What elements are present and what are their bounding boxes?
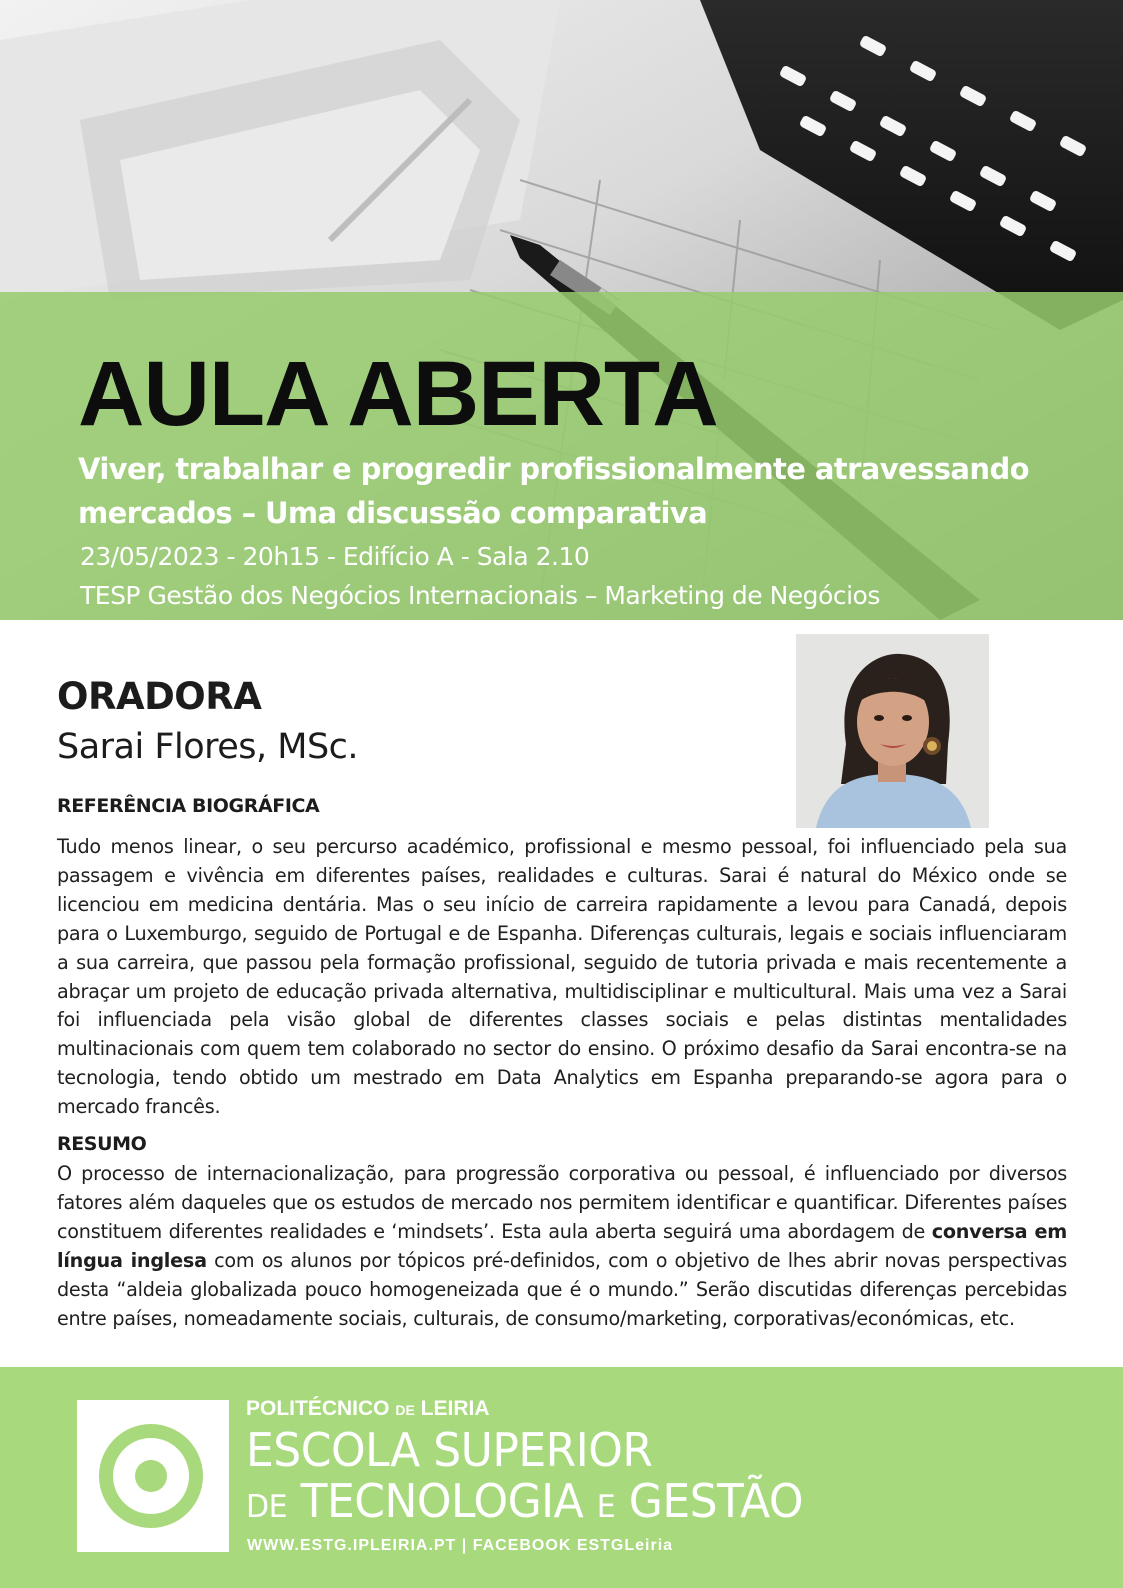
institution-de: DE	[395, 1402, 415, 1418]
bio-text: Tudo menos linear, o seu percurso académico, profissional e mesmo pessoal, foi influenciado pela sua passagem e vivência em diferentes países, realidades e culturas. Sarai é natural do México onde se licenciou em medicina dentária. Mas o seu início de carreira rapidamente a levou para Canadá, depois para o Luxemburgo, seguido de Portugal e de Espanha. Diferenças culturais, legais e sociais influenciaram a sua carreira, que passou pela formação profissional, seguido de tutoria privada e mais recentemente a abraçar um projeto de educação privada alternativa, multidisciplinar e multicultural. Mais uma vez a Sarai foi influenciada pela visão global de diferentes classes sociais e pelas distintas mentalidades multinacionais com quem tem colaborado no sector do ensino. O próximo desafio da Sarai encontra-se na tecnologia, tendo obtido um mestrado em Data Analytics em Espanha preparando-se agora para o mercado francês.	[57, 835, 1067, 1119]
school-name-line2	[246, 1474, 803, 1529]
estg-logo-icon	[77, 1400, 229, 1552]
institution-city: LEIRIA	[420, 1397, 490, 1420]
summary-text-part: com os alunos por tópicos pré-definidos, com o objetivo de lhes abrir novas perspectivas desta “aldeia globalizada pouco homogeneizada que é o mundo.” Serão discutidas diferenças percebidas entre países, nomeadamente sociais, culturais, de consumo/marketing, corporativas/económicas, etc.	[57, 1248, 1067, 1330]
subtitle-line: mercados – Uma discussão comparativa	[78, 496, 708, 530]
school-name-line1: ESCOLA SUPERIOR	[246, 1423, 653, 1478]
school-gestao: GESTÃO	[628, 1474, 803, 1529]
website-facebook-link[interactable]: WWW.ESTG.IPLEIRIA.PT | FACEBOOK ESTGLeiria	[247, 1537, 674, 1554]
speaker-portrait-photo	[796, 634, 989, 828]
speaker-name: Sarai Flores, MSc.	[57, 727, 359, 767]
subtitle-line: Viver, trabalhar e progredir profissionalmente atravessando	[78, 452, 1029, 486]
event-course: TESP Gestão dos Negócios Internacionais – Marketing de Negócios	[80, 581, 880, 610]
school-de: DE	[246, 1488, 288, 1526]
school-tec: TECNOLOGIA	[300, 1474, 584, 1529]
institution-main: POLITÉCNICO	[246, 1397, 390, 1420]
page-title: AULA ABERTA	[78, 343, 718, 445]
bio-label: REFERÊNCIA BIOGRÁFICA	[57, 795, 320, 817]
summary-text	[57, 1160, 1067, 1333]
school-e: E	[596, 1488, 616, 1526]
event-date-location: 23/05/2023 - 20h15 - Edifício A - Sala 2.10	[80, 542, 590, 571]
speaker-heading: ORADORA	[57, 675, 262, 718]
summary-text-part: O processo de internacionalização, para progressão corporativa ou pessoal, é influenciado por diversos fatores além daqueles que os estudos de mercado nos permitem identificar e quantificar. Diferentes países constituem diferentes realidades e ‘mindsets’. Esta aula aberta seguirá uma abordagem de	[57, 1162, 1067, 1243]
summary-label: RESUMO	[57, 1133, 147, 1155]
event-subtitle	[78, 447, 1058, 535]
institution-name	[246, 1398, 490, 1419]
summary-emphasis: conversa em língua inglesa	[57, 1219, 1067, 1272]
